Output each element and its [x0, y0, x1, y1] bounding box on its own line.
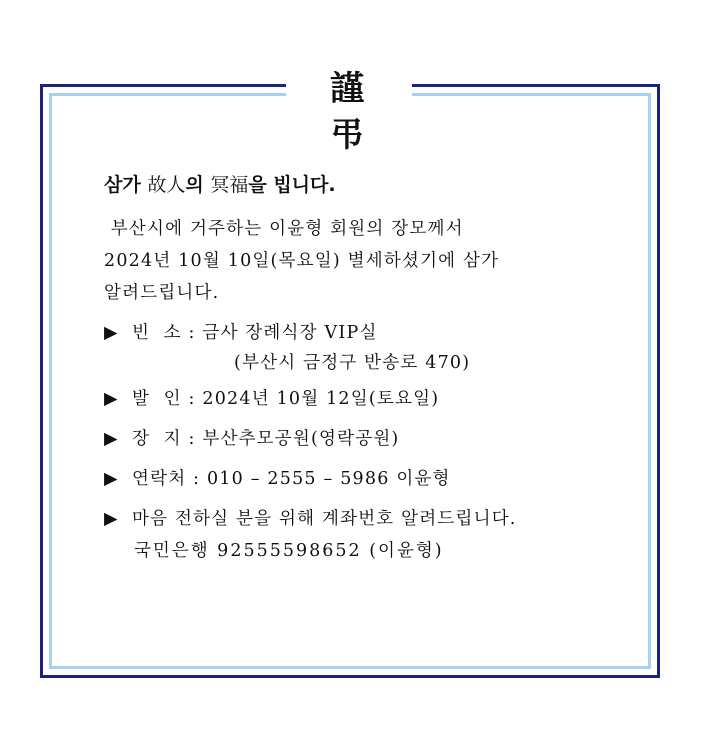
info-item-account-notice — [104, 499, 624, 539]
info-label: 연락처 : — [132, 469, 207, 489]
notice-title: 謹 弔 — [330, 69, 378, 155]
info-label: 빈 소 : — [132, 323, 203, 343]
headline-hanja-a: 故人 — [147, 174, 186, 196]
info-value: 마음 전하실 분을 위해 계좌번호 알려드립니다. — [132, 509, 517, 529]
headline-part-a: 삼가 — [104, 174, 148, 196]
headline — [104, 170, 624, 197]
venue-address: (부산시 금정구 반송로 470) — [234, 353, 471, 373]
triangle-arrow-icon: ▶ — [104, 469, 119, 489]
message-line: 알려드립니다. — [104, 283, 220, 303]
triangle-arrow-icon: ▶ — [104, 389, 119, 409]
info-item-burial — [104, 419, 624, 459]
headline-part-c: 을 빕니다. — [248, 174, 336, 196]
triangle-arrow-icon: ▶ — [104, 323, 119, 343]
info-value: 금사 장례식장 VIP실 — [202, 323, 378, 343]
headline-part-b: 의 — [185, 174, 211, 196]
headline-hanja-b: 冥福 — [210, 174, 249, 196]
info-value: 부산추모공원(영락공원) — [202, 429, 400, 449]
info-value: 2024년 10월 12일(토요일) — [202, 389, 440, 409]
info-label: 발 인 : — [132, 389, 203, 409]
triangle-arrow-icon: ▶ — [104, 429, 119, 449]
message-line: 부산시에 거주하는 이윤형 회원의 장모께서 — [104, 219, 464, 239]
info-item-departure — [104, 379, 624, 419]
bank-account: 국민은행 92555598652 (이윤형) — [134, 541, 444, 561]
info-label: 장 지 : — [132, 429, 203, 449]
notice-content — [104, 170, 624, 567]
message-line: 2024년 10월 10일(목요일) 별세하셨기에 삼가 — [104, 251, 500, 271]
triangle-arrow-icon: ▶ — [104, 509, 119, 529]
info-item-contact — [104, 459, 624, 499]
info-value: 010 – 2555 – 5986 이윤형 — [206, 469, 451, 489]
